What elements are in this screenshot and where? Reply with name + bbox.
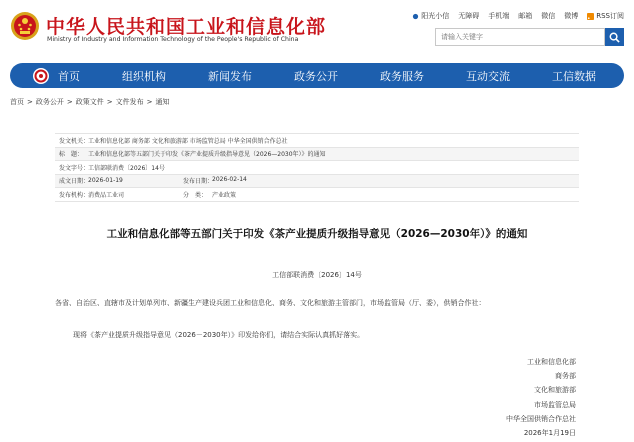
- meta-row-doc-number: [55, 161, 579, 175]
- signer: 中华全国供销合作总社: [506, 414, 576, 423]
- meta-label: 发布日期：: [183, 178, 214, 186]
- meta-label: 标 题：: [59, 151, 84, 159]
- meta-label: 发文机关：: [59, 137, 90, 145]
- signing-date: 2026年1月19日: [523, 429, 576, 438]
- meta-value: 消费品工业司: [88, 191, 125, 199]
- meta-label: 分 类：: [183, 191, 208, 199]
- document-body[interactable]: 现将《茶产业提质升级指导意见（2026－2030年）》印发给你们，请结合实际认真抓好落实。: [73, 331, 365, 339]
- breadcrumb-doc-release[interactable]: 文件发布: [115, 98, 144, 106]
- search-bar: [435, 28, 624, 46]
- signer: 市场监管总局: [534, 400, 576, 409]
- search-icon: [609, 32, 620, 43]
- breadcrumb-notice[interactable]: 通知: [155, 98, 170, 106]
- site-subtitle: Ministry of Industry and Information Technology of the People's Republic of China: [47, 36, 299, 43]
- meta-col2: [179, 190, 236, 199]
- document-title: 工业和信息化部等五部门关于印发《茶产业提质升级指导意见（2026—2030年）》的通知: [106, 228, 528, 240]
- breadcrumb-policy-docs[interactable]: 政策文件: [75, 98, 104, 106]
- util-link-accessibility[interactable]: 无障碍: [458, 12, 480, 20]
- search-input[interactable]: [435, 28, 605, 46]
- nav-item-gov-affairs[interactable]: 政务公开: [294, 69, 338, 83]
- home-logo-icon[interactable]: [32, 67, 50, 85]
- meta-value: 工信部联消费〔2026〕14号: [88, 164, 165, 172]
- meta-row-issuer: [55, 134, 579, 148]
- signer: 文化和旅游部: [534, 386, 576, 395]
- meta-row-dates: [55, 175, 579, 189]
- sunshine-icon: [412, 13, 419, 20]
- nav-item-data[interactable]: 工信数据: [552, 69, 596, 83]
- util-link-weibo[interactable]: 微博: [564, 12, 579, 20]
- meta-col2: [179, 176, 247, 185]
- meta-label: 发文字号：: [59, 164, 90, 172]
- util-link-mobile[interactable]: 手机端: [488, 12, 510, 20]
- nav-item-home[interactable]: 首页: [58, 69, 80, 83]
- site-header: [0, 0, 634, 58]
- document-addressee: 各省、自治区、直辖市及计划单列市、新疆生产建设兵团工业和信息化、商务、文化和旅游主管部门，市场监管局（厅、委），供销合作社：: [55, 299, 486, 307]
- util-link-wechat[interactable]: 微信: [541, 12, 556, 20]
- search-button[interactable]: [605, 28, 624, 46]
- breadcrumb: [10, 97, 170, 107]
- meta-row-subject: [55, 148, 579, 162]
- meta-row-org: [55, 188, 579, 202]
- util-link-email[interactable]: 邮箱: [518, 12, 533, 20]
- signer: 商务部: [555, 372, 576, 381]
- utility-links: [412, 11, 624, 21]
- meta-label: 发布机构：: [59, 191, 90, 199]
- main-nav: [10, 63, 624, 88]
- document-signers: [506, 355, 576, 440]
- meta-value: 2026-02-14: [212, 176, 247, 184]
- meta-label: 成文日期：: [59, 178, 90, 186]
- document-number: 工信部联消费〔2026〕14号: [272, 271, 362, 279]
- breadcrumb-separator: >: [146, 98, 153, 106]
- breadcrumb-separator: >: [27, 98, 33, 106]
- document-meta-table: [55, 133, 579, 202]
- util-link-sunshine[interactable]: 阳光小信: [412, 11, 449, 21]
- meta-value: 2026-01-19: [88, 177, 123, 185]
- national-emblem-icon[interactable]: [10, 11, 40, 41]
- rss-icon: [587, 13, 594, 20]
- breadcrumb-separator: >: [106, 98, 113, 106]
- breadcrumb-separator: >: [66, 98, 73, 106]
- meta-value: 工业和信息化部 商务部 文化和旅游部 市场监管总局 中华全国供销合作总社: [88, 137, 288, 145]
- meta-value: 工业和信息化部等五部门关于印发《茶产业提质升级指导意见（2026—2030年）》的通知: [88, 151, 326, 159]
- nav-item-organization[interactable]: 组织机构: [122, 69, 166, 83]
- breadcrumb-home[interactable]: 首页: [10, 98, 24, 106]
- signer: 工业和信息化部: [527, 358, 576, 366]
- nav-item-gov-services[interactable]: 政务服务: [380, 69, 424, 83]
- nav-item-news[interactable]: 新闻发布: [208, 69, 252, 83]
- nav-item-interaction[interactable]: 互动交流: [466, 69, 510, 83]
- meta-value: 产业政策: [212, 191, 237, 199]
- site-title[interactable]: 中华人民共和国工业和信息化部: [46, 16, 327, 38]
- util-link-rss[interactable]: RSS订阅: [587, 11, 624, 21]
- breadcrumb-gov-affairs[interactable]: 政务公开: [35, 98, 64, 106]
